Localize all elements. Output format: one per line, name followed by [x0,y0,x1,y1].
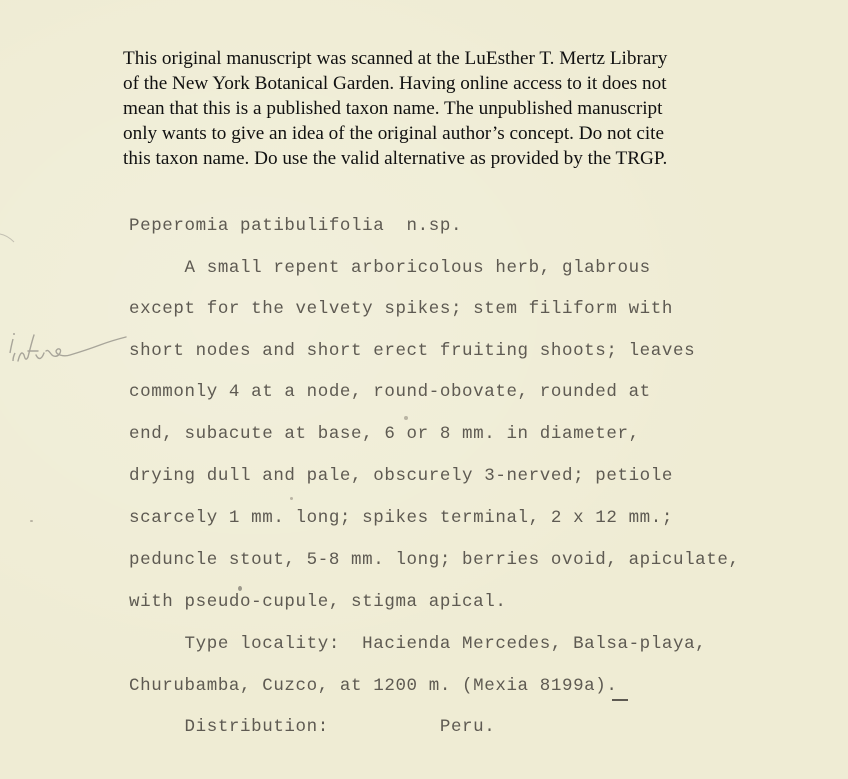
distribution-line: Distribution: Peru. [129,717,496,737]
description-line: drying dull and pale, obscurely 3-nerved; petiole [129,466,673,486]
specimen-underline [612,699,628,701]
notice-line: this taxon name. Do use the valid alternative as provided by the TRGP. [123,148,668,169]
description-line: A small repent arboricolous herb, glabrous [129,258,651,278]
pencil-mark [0,228,20,248]
paper-speck [290,497,293,500]
type-locality-line: Type locality: Hacienda Mercedes, Balsa-playa, [129,634,707,654]
notice-line: only wants to give an idea of the original author’s concept. Do not cite [123,123,665,144]
species-title: Peperomia patibulifolia n.sp. [129,216,463,236]
description-line: peduncle stout, 5-8 mm. long; berries ovoid, apiculate, [129,550,740,570]
type-locality-line: Churubamba, Cuzco, at 1200 m. (Mexia 8199a). [129,676,618,696]
description-line: with pseudo-cupule, stigma apical. [129,592,507,612]
notice-line: mean that this is a published taxon name. The unpublished manuscript [123,98,663,119]
description-line: commonly 4 at a node, round-obovate, rounded at [129,382,651,402]
pencil-margin-note [4,325,128,375]
paper-speck [404,416,408,420]
notice-line: of the New York Botanical Garden. Having online access to it does not [123,73,667,94]
paper-speck [238,586,242,591]
description-line: end, subacute at base, 6 or 8 mm. in diameter, [129,424,640,444]
notice-line: This original manuscript was scanned at the LuEsther T. Mertz Library [123,48,668,69]
description-line: scarcely 1 mm. long; spikes terminal, 2 x 12 mm.; [129,508,673,528]
paper-speck [30,520,33,522]
description-line: except for the velvety spikes; stem filiform with [129,299,673,319]
description-line: short nodes and short erect fruiting shoots; leaves [129,341,696,361]
